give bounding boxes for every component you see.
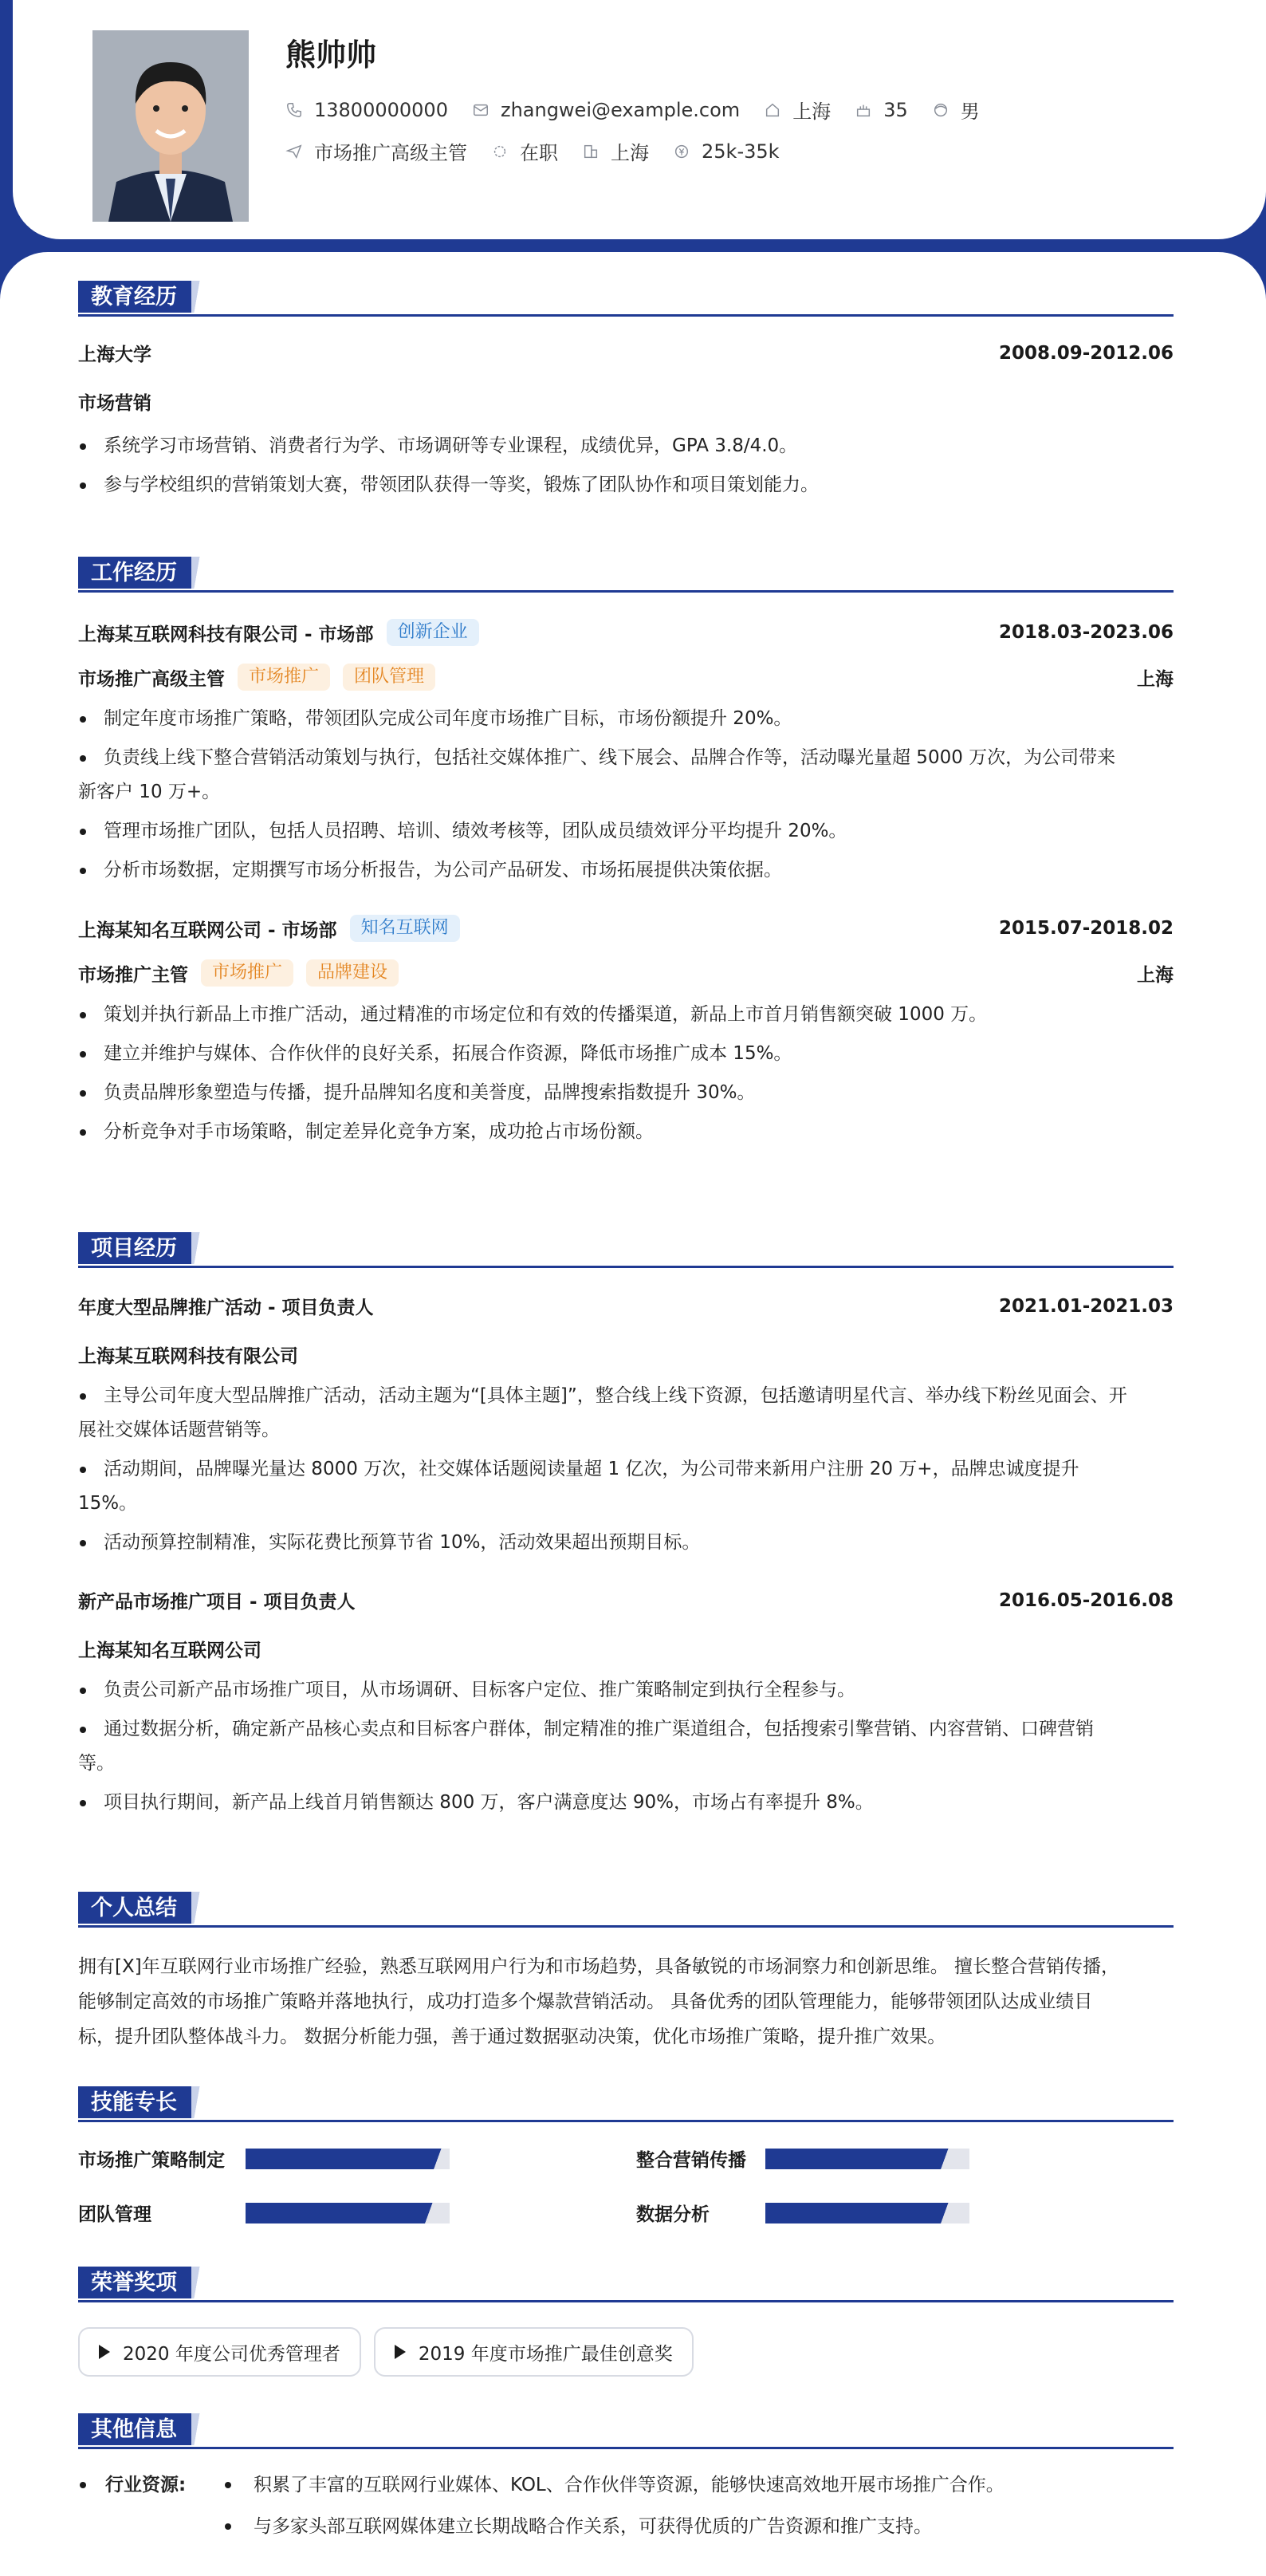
section-divider	[78, 2120, 1174, 2122]
summary-text	[78, 1949, 1174, 2054]
list-item: 负责线上线下整合营销活动策划与执行，包括社交媒体推广、线下展会、品牌合作等，活动曝光量超 5000 万次，为公司带来	[78, 741, 1174, 775]
list-item: 项目执行期间，新产品上线首月销售额达 800 万，客户满意度达 90%，市场占有率提升 8%。	[78, 1786, 1174, 1820]
list-item: 参与学校组织的营销策划大赛，带领团队获得一等奖，锻炼了团队协作和项目策划能力。	[78, 468, 1174, 502]
job-intent-row	[285, 137, 804, 165]
summary-header	[78, 1892, 1174, 1927]
project-name: 新产品市场推广项目 - 项目负责人	[78, 1592, 356, 1613]
project-bullets	[78, 1379, 1174, 1560]
list-item-continued: 展社交媒体话题营销等。	[78, 1420, 280, 1440]
city-value: 上海	[611, 142, 649, 164]
status-icon	[491, 143, 509, 160]
face-icon	[932, 101, 950, 119]
play-icon	[395, 2345, 406, 2359]
skill-item	[78, 2200, 450, 2226]
skill-tag: 品牌建设	[306, 959, 399, 987]
other-value: 与多家头部互联网媒体建立长期战略合作关系，可获得优质的广告资源和推广支持。	[254, 2516, 932, 2537]
job-company-wrap	[78, 619, 479, 646]
education-header	[78, 281, 1174, 316]
job-role-row	[78, 664, 1174, 691]
bullet-dot	[80, 2482, 86, 2488]
job-role: 市场推广主管	[78, 964, 188, 986]
skill-bar	[246, 2203, 450, 2223]
gender-item	[932, 96, 980, 124]
projects-title: 项目经历	[78, 1232, 191, 1264]
list-item-continued: 新客户 10 万+。	[78, 782, 221, 802]
job-row	[78, 619, 1174, 646]
gender-value: 男	[960, 100, 980, 123]
location-item	[764, 96, 831, 124]
education-section	[78, 281, 1174, 502]
other-row	[78, 2464, 1174, 2506]
skill-item	[636, 2145, 969, 2172]
skill-tag: 市场推广	[238, 664, 330, 691]
coin-icon	[673, 143, 690, 160]
portrait-image	[92, 30, 249, 222]
other-row	[78, 2506, 1174, 2547]
project-period: 2016.05-2016.08	[998, 1589, 1174, 1611]
list-item-continued: 15%。	[78, 1493, 138, 1514]
school-name: 上海大学	[78, 345, 151, 365]
email-value[interactable]: zhangwei@example.com	[500, 98, 741, 121]
age-item	[855, 99, 908, 121]
company-tag: 知名互联网	[350, 915, 460, 942]
skills-title: 技能专长	[78, 2086, 191, 2118]
job-company-wrap	[78, 915, 460, 942]
skill-item	[78, 2145, 450, 2172]
summary-line: 拥有[X]年互联网行业市场推广经验，熟悉互联网用户行为和市场趋势，具备敏锐的市场洞察力和创新思维。 擅长整合营销传播，	[78, 1956, 1120, 1977]
list-item: 建立并维护与媒体、合作伙伴的良好关系，拓展合作资源，降低市场推广成本 15%。	[78, 1037, 1174, 1071]
job-city: 上海	[1137, 964, 1174, 986]
section-divider	[78, 314, 1174, 317]
bullet-dot	[225, 2482, 231, 2488]
position-item	[285, 137, 467, 165]
resume-body	[0, 252, 1266, 2576]
summary-title: 个人总结	[78, 1892, 191, 1924]
skills-grid	[78, 2145, 1174, 2241]
location-value: 上海	[792, 100, 832, 123]
projects-section	[78, 1232, 1174, 1820]
spacer	[78, 2506, 225, 2547]
job-period: 2018.03-2023.06	[998, 622, 1174, 643]
other-header	[78, 2413, 1174, 2448]
skill-bar-fill	[765, 2149, 941, 2169]
job-role-wrap	[78, 959, 399, 987]
city-item	[582, 137, 649, 165]
section-divider	[78, 590, 1174, 593]
awards-section	[78, 2267, 1174, 2377]
skill-label: 团队管理	[78, 2204, 151, 2225]
other-value: 积累了丰富的互联网行业媒体、KOL、合作伙伴等资源，能够快速高效地开展市场推广合作。	[254, 2475, 1005, 2495]
job-company: 上海某互联网科技有限公司 - 市场部	[78, 624, 374, 645]
awards-title: 荣誉奖项	[78, 2267, 191, 2298]
other-title: 其他信息	[78, 2413, 191, 2445]
phone-icon	[285, 101, 303, 119]
list-item: 通过数据分析，确定新产品核心卖点和目标客户群体，制定精准的推广渠道组合，包括搜索引擎营销、内容营销、口碑营销	[78, 1712, 1174, 1747]
salary-value: 25k-35k	[702, 140, 780, 163]
skill-label: 数据分析	[636, 2204, 710, 2225]
skill-item	[636, 2200, 969, 2226]
list-item: 主导公司年度大型品牌推广活动，活动主题为“[具体主题]”，整合线上线下资源，包括邀请明星代言、举办线下粉丝见面会、开	[78, 1379, 1174, 1413]
education-major: 市场营销	[78, 393, 151, 414]
work-header	[78, 557, 1174, 592]
phone-item	[285, 99, 448, 121]
job-role: 市场推广高级主管	[78, 668, 225, 690]
job-period: 2015.07-2018.02	[998, 918, 1174, 939]
awards-list	[78, 2327, 1174, 2377]
list-item: 管理市场推广团队，包括人员招聘、培训、绩效考核等，团队成员绩效评分平均提升 20%。	[78, 814, 1174, 849]
summary-line: 标，提升团队整体战斗力。 数据分析能力强，善于通过数据驱动决策，优化市场推广策略，提升推广效果。	[78, 2027, 946, 2047]
other-section	[78, 2413, 1174, 2547]
job-bullets	[78, 998, 1174, 1149]
work-title: 工作经历	[78, 557, 191, 589]
list-item: 活动预算控制精准，实际花费比预算节省 10%，活动效果超出预期目标。	[78, 1526, 1174, 1560]
skill-bar-fill	[246, 2149, 434, 2169]
project-row	[78, 1293, 1174, 1319]
profile-header	[13, 0, 1266, 239]
position-value: 市场推广高级主管	[314, 142, 467, 164]
phone-value[interactable]: 13800000000	[314, 98, 448, 121]
skill-bar	[765, 2149, 969, 2169]
contact-row	[285, 96, 1004, 124]
award-label: 2020 年度公司优秀管理者	[123, 2343, 340, 2365]
candidate-name: 熊帅帅	[285, 37, 377, 73]
job-company: 上海某知名互联网公司 - 市场部	[78, 920, 337, 941]
education-period: 2008.09-2012.06	[998, 342, 1174, 364]
education-title: 教育经历	[78, 281, 191, 313]
job-role-wrap	[78, 664, 435, 691]
age-value: 35	[883, 98, 908, 121]
project-org: 上海某互联网科技有限公司	[78, 1346, 298, 1367]
skill-bar-fill	[765, 2203, 941, 2223]
list-item: 制定年度市场推广策略，带领团队完成公司年度市场推广目标，市场份额提升 20%。	[78, 702, 1174, 736]
status-value: 在职	[520, 142, 558, 164]
email-item	[472, 99, 740, 121]
section-divider	[78, 1266, 1174, 1268]
skill-tag: 团队管理	[343, 664, 435, 691]
project-name: 年度大型品牌推广活动 - 项目负责人	[78, 1298, 374, 1318]
skill-bar	[246, 2149, 450, 2169]
award-chip	[78, 2327, 361, 2377]
award-label: 2019 年度市场推广最佳创意奖	[418, 2343, 673, 2365]
work-section	[78, 557, 1174, 1149]
list-item: 负责品牌形象塑造与传播，提升品牌知名度和美誉度，品牌搜索指数提升 30%。	[78, 1076, 1174, 1110]
building-icon	[582, 143, 600, 160]
project-period: 2021.01-2021.03	[998, 1295, 1174, 1317]
awards-header	[78, 2267, 1174, 2302]
skill-bar-fill	[246, 2203, 425, 2223]
job-city: 上海	[1137, 668, 1174, 690]
bullet-dot	[225, 2523, 231, 2530]
salary-item	[673, 140, 780, 163]
section-divider	[78, 2300, 1174, 2302]
project-bullets	[78, 1673, 1174, 1820]
projects-header	[78, 1232, 1174, 1267]
list-item: 负责公司新产品市场推广项目，从市场调研、目标客户定位、推广策略制定到执行全程参与。	[78, 1673, 1174, 1707]
skill-label: 整合营销传播	[636, 2150, 746, 2171]
job-role-row	[78, 959, 1174, 987]
summary-line: 能够制定高效的市场推广策略并落地执行，成功打造多个爆款营销活动。 具备优秀的团队管理能力，能够带领团队达成业绩目	[78, 1991, 1093, 2012]
skills-header	[78, 2086, 1174, 2121]
avatar	[92, 30, 249, 222]
skill-bar	[765, 2203, 969, 2223]
list-item: 分析竞争对手市场策略，制定差异化竞争方案，成功抢占市场份额。	[78, 1115, 1174, 1149]
send-icon	[285, 143, 303, 160]
list-item: 活动期间，品牌曝光量达 8000 万次，社交媒体话题阅读量超 1 亿次，为公司带来新用户注册 20 万+，品牌忠诚度提升	[78, 1452, 1174, 1487]
list-item: 系统学习市场营销、消费者行为学、市场调研等专业课程，成绩优异，GPA 3.8/4.0。	[78, 429, 1174, 463]
section-divider	[78, 1925, 1174, 1928]
list-item: 策划并执行新品上市推广活动，通过精准的市场定位和有效的传播渠道，新品上市首月销售额突破 1000 万。	[78, 998, 1174, 1032]
other-value-wrap	[225, 2506, 932, 2547]
skill-label: 市场推广策略制定	[78, 2150, 225, 2171]
company-tag: 创新企业	[387, 619, 479, 646]
play-icon	[99, 2345, 110, 2359]
list-item-continued: 等。	[78, 1753, 115, 1774]
mail-icon	[472, 101, 489, 119]
skill-tag: 市场推广	[201, 959, 293, 987]
status-item	[491, 137, 558, 165]
section-divider	[78, 2447, 1174, 2449]
education-bullets	[78, 429, 1174, 502]
project-row	[78, 1587, 1174, 1613]
other-key: 行业资源:	[105, 2475, 187, 2495]
project-org: 上海某知名互联网公司	[78, 1641, 261, 1661]
skills-section	[78, 2086, 1174, 2241]
other-list	[78, 2464, 1174, 2547]
award-chip	[374, 2327, 694, 2377]
education-row	[78, 340, 1174, 366]
job-row	[78, 915, 1174, 942]
home-icon	[764, 101, 781, 119]
other-value-wrap	[225, 2464, 1005, 2506]
cake-icon	[855, 101, 872, 119]
summary-section	[78, 1892, 1174, 2054]
job-bullets	[78, 702, 1174, 888]
list-item: 分析市场数据，定期撰写市场分析报告，为公司产品研发、市场拓展提供决策依据。	[78, 853, 1174, 888]
